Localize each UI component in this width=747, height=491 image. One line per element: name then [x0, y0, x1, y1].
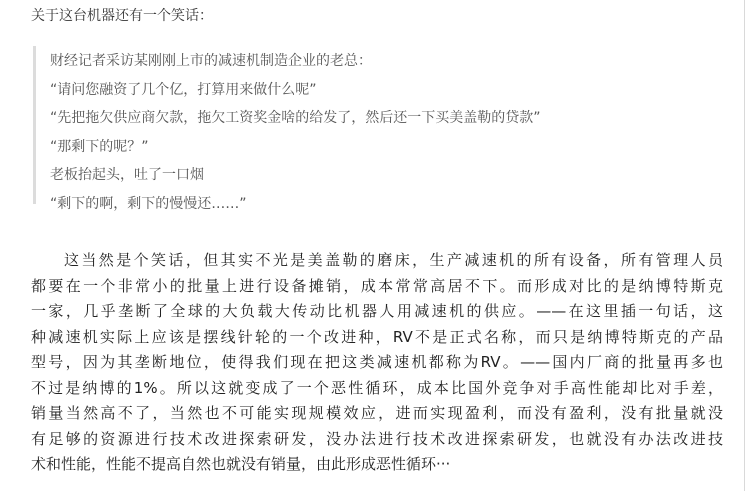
quote-line: “剩下的啊，剩下的慢慢还……”	[50, 195, 247, 212]
quote-line: “请问您融资了几个亿，打算用来做什么呢”	[50, 81, 317, 98]
intro-text: 关于这台机器还有一个笑话：	[31, 8, 213, 24]
body-paragraph	[31, 248, 723, 478]
paragraph-line: 型号，因为其垄断地位，使得我们现在把这类减速机都称为RV。——国内厂商的批量再多也	[31, 353, 723, 371]
paragraph-line: 术和性能，性能不提高自然也就没有销量，由此形成恶性循环···	[31, 455, 451, 473]
paragraph-line: 有足够的资源进行技术改进探索研发，没办法进行技术改进探索研发，也就没有办法改进技	[31, 429, 723, 448]
blockquote	[33, 46, 683, 212]
quote-line: 老板抬起头，吐了一口烟	[50, 167, 204, 183]
quote-line: “先把拖欠供应商欠款，拖欠工资奖金啥的给发了，然后还一下买美盖勒的贷款”	[50, 110, 541, 126]
page-right-border	[744, 0, 745, 491]
paragraph-line: 这当然是个笑话，但其实不光是美盖勒的磨床，生产减速机的所有设备，所有管理人员	[64, 251, 723, 269]
paragraph-line: 种减速机实际上应该是摆线针轮的一个改进种，RV不是正式名称，而只是纳博特斯克的产品	[31, 327, 723, 346]
paragraph-line: 销量当然高不了，当然也不可能实现规模效应，进而实现盈利，而没有盈利，没有批量就没	[31, 404, 723, 422]
paragraph-line: 一家，几乎垄断了全球的大负载大传动比机器人用减速机的供应。——在这里插一句话，这	[31, 302, 723, 320]
paragraph-line: 不过是纳博的1%。所以这就变成了一个恶性循环，成本比国外竞争对手高性能却比对手差，	[31, 378, 723, 397]
paragraph-line: 都要在一个非常小的批量上进行设备摊销，成本常常高居不下。而形成对比的是纳博特斯克	[31, 276, 723, 295]
quote-line: “那剩下的呢？”	[50, 138, 149, 155]
quote-line: 财经记者采访某刚刚上市的减速机制造企业的老总：	[50, 53, 372, 69]
